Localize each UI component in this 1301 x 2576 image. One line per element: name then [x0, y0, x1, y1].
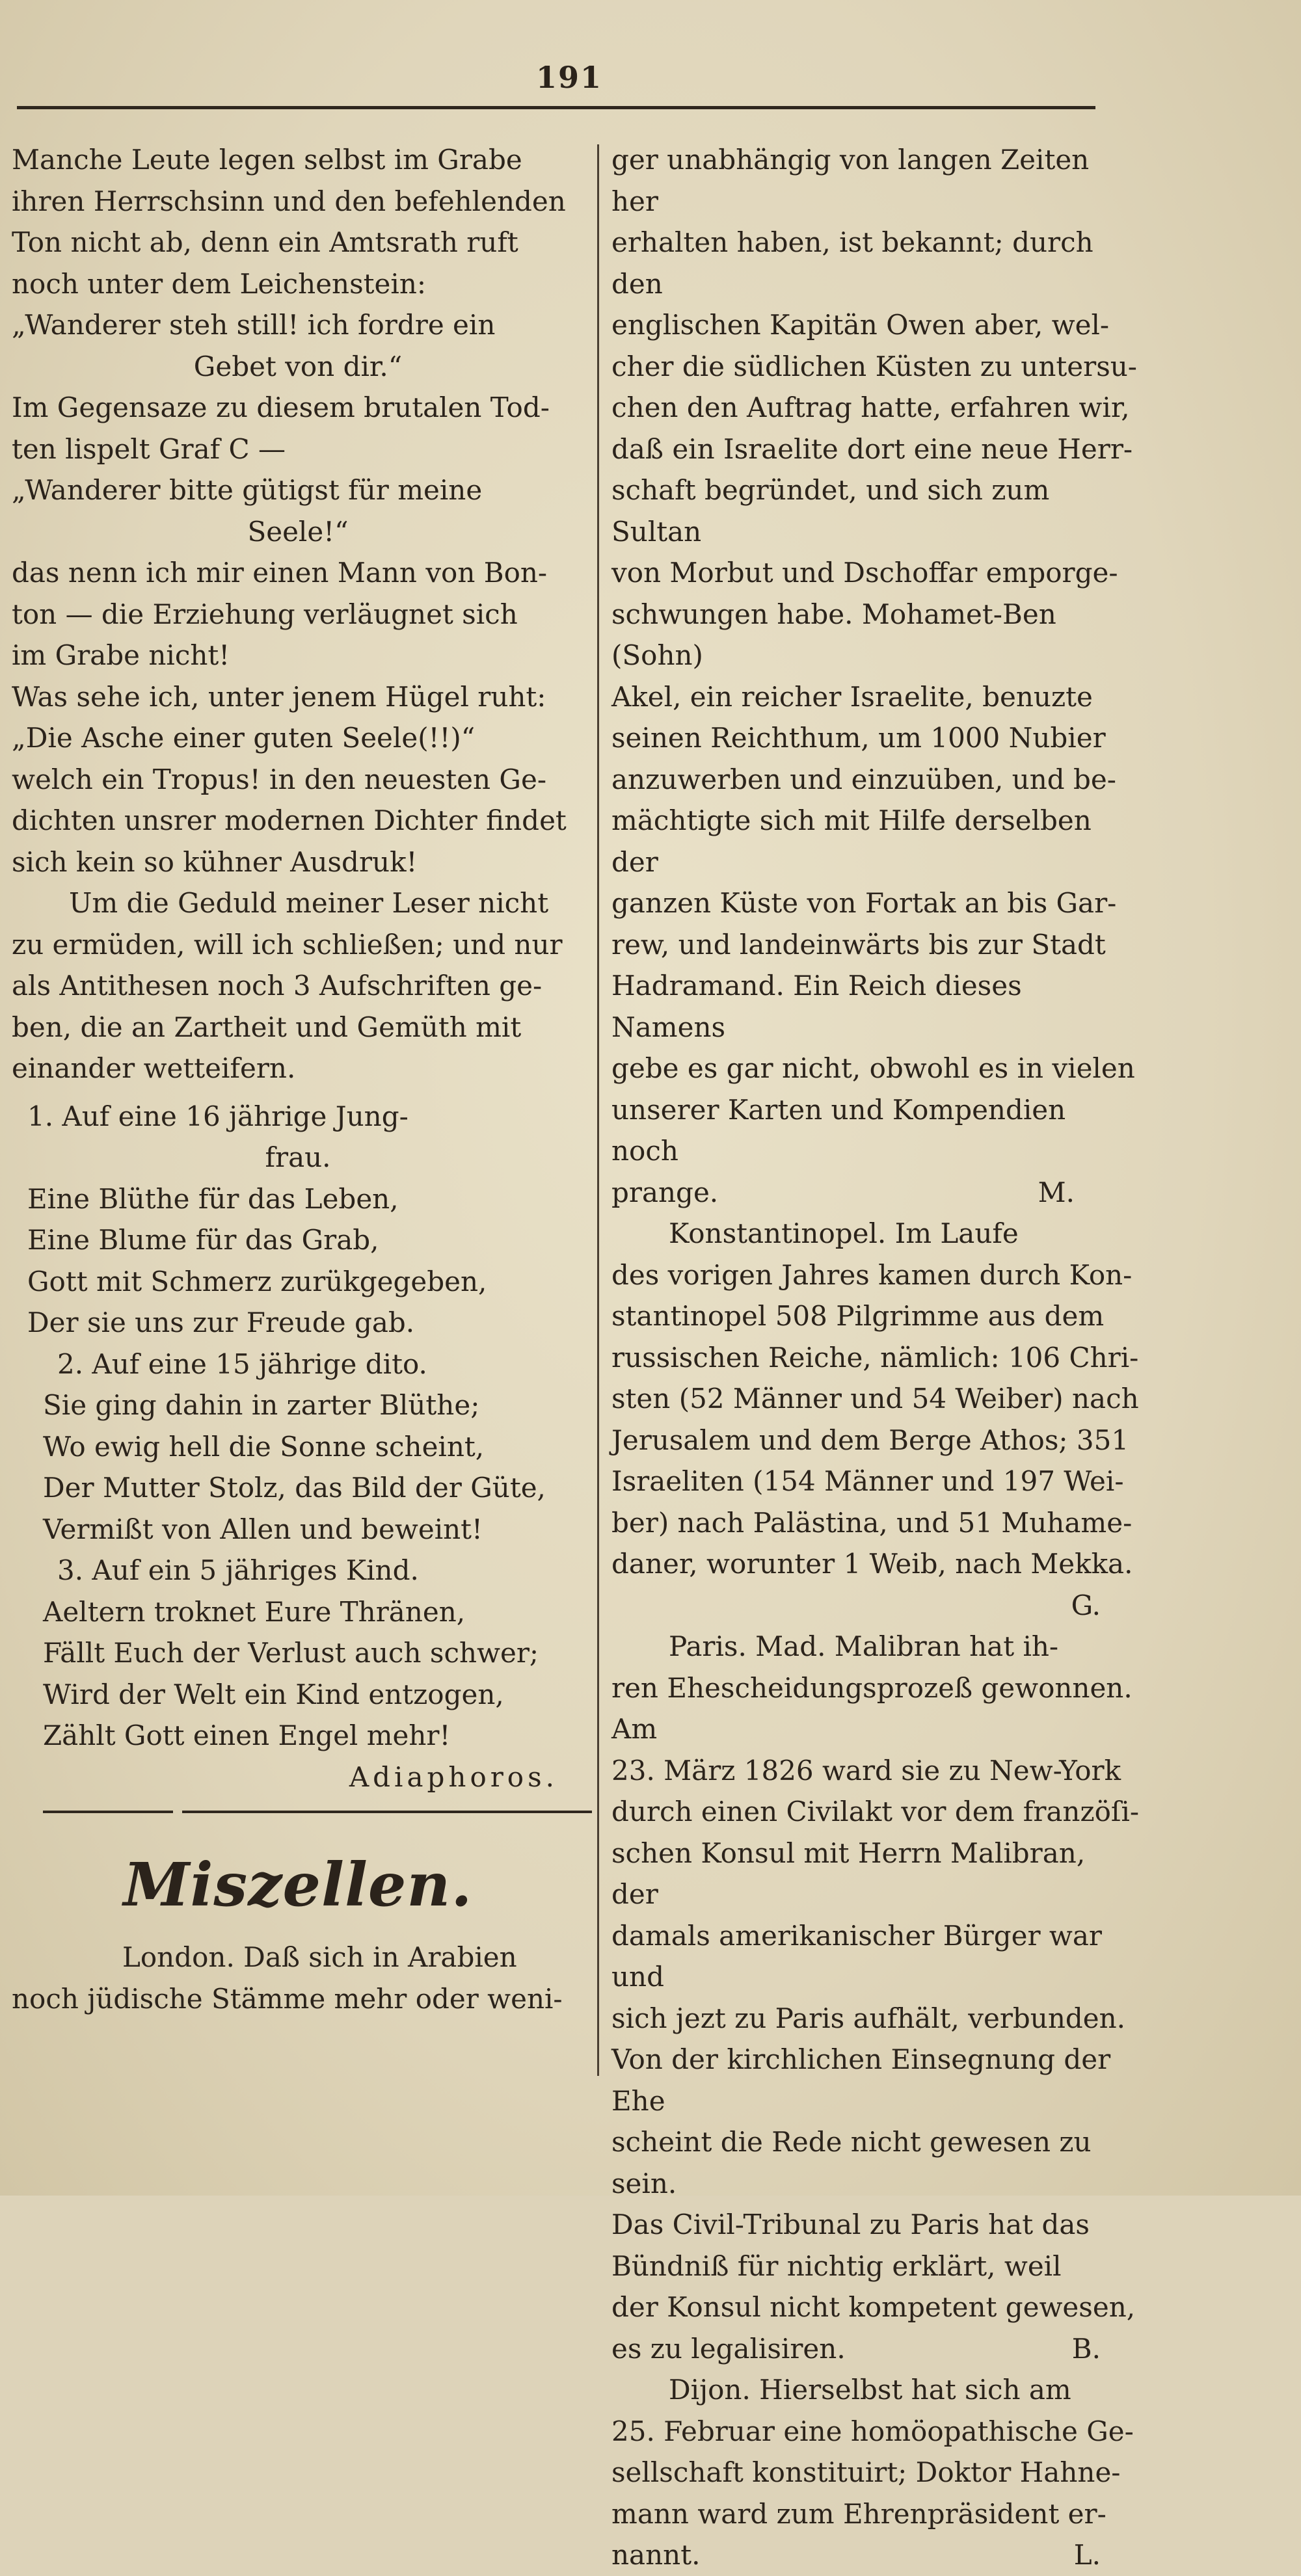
quote-line: Gebet von dir.“	[193, 350, 403, 382]
verse-line: Aeltern troknet Eure Thränen,	[43, 1595, 466, 1628]
article-line: erhalten haben, ist bekannt; durch den	[611, 226, 1093, 300]
article-line: durch einen Civilakt vor dem franzöſi-	[611, 1796, 1140, 1827]
quote-line: „Die Asche einer guten Seele(!!)“	[12, 722, 476, 754]
article-line: Dijon. Hierselbst hat sich am	[669, 2374, 1071, 2406]
author-signature: M.	[1038, 1176, 1075, 1208]
column-divider	[597, 144, 599, 2076]
quote-line: „Wanderer steh still! ich fordre ein	[12, 309, 496, 341]
verse-line: Eine Blume für das Grab,	[27, 1224, 379, 1256]
article-line: Paris. Mad. Malibran hat ih-	[669, 1630, 1059, 1662]
verse-line: Fällt Euch der Verlust auch schwer;	[43, 1637, 539, 1669]
verse-line: Vermißt von Allen und beweint!	[43, 1513, 483, 1545]
epitaph-heading: 3. Auf ein 5 jähriges Kind.	[57, 1554, 419, 1586]
divider-segment	[43, 1811, 173, 1813]
divider-segment	[182, 1811, 592, 1813]
article-line: damals amerikanischer Bürger war und	[611, 1919, 1102, 1993]
page-number: 191	[535, 60, 603, 95]
quote-line: „Wanderer bitte gütigst für meine	[12, 474, 483, 506]
text-line: noch unter dem Leichenstein:	[12, 267, 427, 300]
article-line: von Morbut und Dschoffar emporge-	[611, 557, 1118, 589]
article-line: mächtigte sich mit Hilfe derselben der	[611, 804, 1092, 878]
article-line: anzuwerben und einzuüben, und be-	[611, 763, 1116, 795]
verse-line: Sie ging dahin in zarter Blüthe;	[43, 1389, 480, 1421]
article-line: London. Daß sich in Arabien	[122, 1941, 517, 1973]
article-line: schaft begründet, und sich zum Sultan	[611, 474, 1050, 548]
text-line: Ton nicht ab, denn ein Amtsrath ruft	[12, 226, 518, 258]
article-line: 25. Februar eine homöopathische Ge-	[611, 2415, 1134, 2447]
article-line-with-signature	[611, 1172, 1140, 1214]
epitaph-heading: 1. Auf eine 16 jährige Jung-	[27, 1100, 409, 1132]
epitaph-heading: frau.	[265, 1141, 331, 1173]
article-line: des vorigen Jahres kamen durch Kon-	[611, 1258, 1133, 1291]
verse-line: Eine Blüthe für das Leben,	[27, 1182, 399, 1215]
text-line: ihren Herrschsinn und den befehlenden	[12, 185, 566, 217]
article-line: Akel, ein reicher Israelite, benuzte	[611, 680, 1093, 713]
article-line: sich jezt zu Paris aufhält, verbunden.	[611, 2002, 1126, 2034]
article-line: sellschaft konstituirt; Doktor Hahne-	[611, 2456, 1121, 2488]
article-line: sten (52 Männer und 54 Weiber) nach	[611, 1383, 1139, 1414]
article-line: Konstantinopel. Im Laufe	[669, 1217, 1019, 1249]
article-line: 23. März 1826 ward sie zu New-York	[611, 1754, 1121, 1786]
article-line: noch jüdische Stämme mehr oder weni-	[12, 1982, 563, 2015]
article-line: russischen Reiche, nämlich: 106 Chri-	[611, 1341, 1139, 1374]
article-line: stantinopel 508 Pilgrimme aus dem	[611, 1300, 1105, 1332]
text-line: zu ermüden, will ich schließen; und nur	[12, 928, 563, 961]
text-line: ten lispelt Graf C —	[12, 432, 286, 465]
text-line: Um die Geduld meiner Leser nicht	[69, 887, 549, 919]
author-signature: Adiaphoros.	[349, 1760, 558, 1793]
article-line: der Konsul nicht kompetent gewesen,	[611, 2291, 1136, 2323]
article-line: Jerusalem und dem Berge Athos; 351	[611, 1424, 1129, 1456]
text-line: das nenn ich mir einen Mann von Bon-	[12, 557, 548, 589]
article-line: Von der kirchlichen Einsegnung der Ehe	[611, 2043, 1111, 2117]
article-line: Das Civil-Tribunal zu Paris hat das	[611, 2209, 1090, 2240]
text-line: Manche Leute legen selbst im Grabe	[12, 144, 522, 176]
author-signature: G.	[1071, 1589, 1101, 1621]
article-line: Israeliten (154 Männer und 197 Wei-	[611, 1465, 1124, 1497]
text-line: im Grabe nicht!	[12, 639, 230, 671]
article-line: unserer Karten und Kompendien noch	[611, 1093, 1066, 1167]
article-line: seinen Reichthum, um 1000 Nubier	[611, 722, 1106, 754]
article-line: nannt.	[611, 2539, 701, 2571]
text-line: Was sehe ich, unter jenem Hügel ruht:	[12, 680, 546, 713]
verse-line: Der sie uns zur Freude gab.	[27, 1307, 415, 1338]
left-column	[12, 139, 584, 2019]
article-line: ger unabhängig von langen Zeiten her	[611, 144, 1090, 217]
verse-line: Wo ewig hell die Sonne scheint,	[43, 1430, 485, 1463]
text-line: ben, die an Zartheit und Gemüth mit	[12, 1011, 522, 1043]
article-line: gebe es gar nicht, obwohl es in vielen	[611, 1052, 1135, 1084]
article-line: Bündniß für nichtig erklärt, weil	[611, 2250, 1062, 2282]
verse-line: Der Mutter Stolz, das Bild der Güte,	[43, 1472, 546, 1504]
verse-line: Wird der Welt ein Kind entzogen,	[43, 1678, 504, 1710]
article-line: englischen Kapitän Owen aber, wel-	[611, 309, 1110, 341]
quote-line: Seele!“	[247, 515, 349, 548]
article-line: Hadramand. Ein Reich dieses Namens	[611, 970, 1022, 1043]
author-signature: L.	[1073, 2539, 1101, 2571]
text-line: einander wetteifern.	[12, 1052, 296, 1084]
article-line: prange.	[611, 1176, 719, 1208]
text-line: welch ein Tropus! in den neuesten Ge-	[12, 763, 547, 795]
article-line: ganzen Küste von Fortak an bis Gar-	[611, 887, 1117, 919]
epitaph-heading: 2. Auf eine 15 jährige dito.	[57, 1348, 427, 1380]
right-column	[611, 139, 1140, 2576]
text-line: Im Gegensaze zu diesem brutalen Tod-	[12, 392, 550, 423]
article-line: daß ein Israelite dort eine neue Herr-	[611, 432, 1133, 465]
article-line: schwungen habe. Mohamet-Ben (Sohn)	[611, 598, 1056, 671]
verse-line: Zählt Gott einen Engel mehr!	[43, 1720, 451, 1751]
article-line: chen den Auftrag hatte, erfahren wir,	[611, 392, 1130, 423]
article-line: schen Konsul mit Herrn Malibran, der	[611, 1837, 1086, 1910]
article-line: ren Ehescheidungsprozeß gewonnen. Am	[611, 1671, 1133, 1745]
section-divider	[12, 1811, 584, 1816]
author-signature: B.	[1071, 2332, 1101, 2365]
text-line: sich kein so kühner Ausdruk!	[12, 845, 418, 878]
text-line: als Antithesen noch 3 Aufschriften ge-	[12, 970, 543, 1002]
article-line: es zu legalisiren.	[611, 2332, 846, 2365]
article-line: ber) nach Palästina, und 51 Muhame-	[611, 1506, 1133, 1539]
verse-line: Gott mit Schmerz zurükgegeben,	[27, 1265, 487, 1297]
section-title: Miszellen.	[123, 1850, 473, 1920]
header-rule	[17, 106, 1095, 109]
article-line: scheint die Rede nicht gewesen zu sein.	[611, 2126, 1092, 2199]
article-line: rew, und landeinwärts bis zur Stadt	[611, 928, 1106, 961]
article-line: daner, worunter 1 Weib, nach Mekka.	[611, 1548, 1133, 1580]
article-line-with-signature	[611, 2534, 1140, 2576]
article-line-with-signature	[611, 2328, 1140, 2370]
article-line: mann ward zum Ehrenpräsident er-	[611, 2497, 1107, 2530]
text-line: ton — die Erziehung verläugnet sich	[12, 598, 518, 630]
text-line: dichten unsrer modernen Dichter findet	[12, 804, 567, 836]
article-line: cher die südlichen Küsten zu untersu-	[611, 350, 1137, 382]
